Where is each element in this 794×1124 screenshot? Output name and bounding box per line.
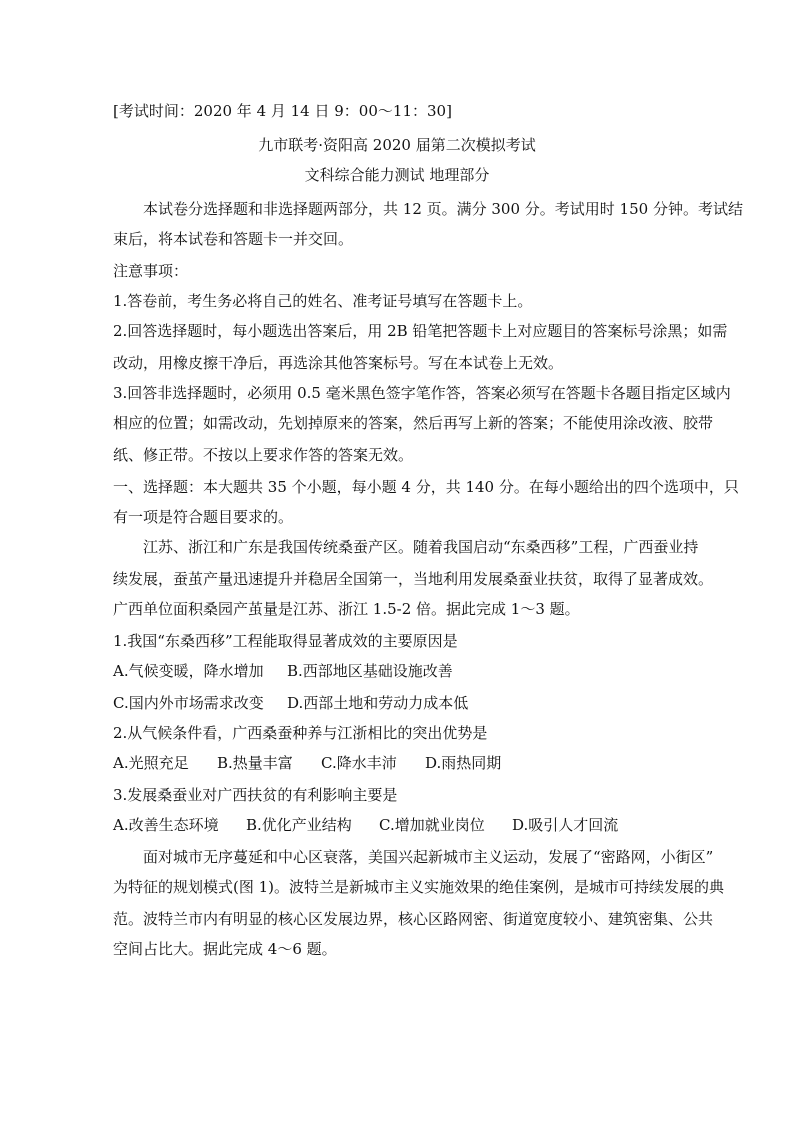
question-3-option-b: B.优化产业结构 (246, 816, 352, 834)
question-2-options (113, 753, 501, 773)
section-1-line-1: 一、选择题：本大题共 35 个小题，每小题 4 分，共 140 分。在每小题给出的四个选项中，只 (113, 478, 739, 496)
question-2-option-c: C.降水丰沛 (321, 754, 397, 772)
question-1-options-row-1 (113, 661, 453, 681)
notice-item-3-line-3: 纸、修正带。不按以上要求作答的答案无效。 (113, 446, 414, 464)
question-1-option-a: A.气候变暖，降水增加 (113, 662, 264, 680)
exam-time: [考试时间：2020 年 4 月 14 日 9：00～11：30] (113, 102, 452, 120)
notice-heading: 注意事项： (113, 262, 189, 280)
question-1-option-c: C.国内外市场需求改变 (113, 694, 264, 712)
section-1-line-2: 有一项是符合题目要求的。 (113, 508, 294, 526)
intro-line-2: 束后，将本试卷和答题卡一并交回。 (113, 230, 354, 248)
question-1-option-b: B.西部地区基础设施改善 (287, 662, 453, 680)
question-1-options-row-2 (113, 693, 468, 713)
passage-2-line-1: 面对城市无序蔓延和中心区衰落，美国兴起新城市主义运动，发展了“密路网，小街区” (143, 848, 714, 866)
question-2-option-d: D.雨热同期 (425, 754, 502, 772)
question-2-option-a: A.光照充足 (113, 754, 189, 772)
notice-item-3-line-2: 相应的位置；如需改动，先划掉原来的答案，然后再写上新的答案；不能使用涂改液、胶带 (113, 414, 714, 432)
question-3-option-d: D.吸引人才回流 (512, 816, 619, 834)
question-3-option-c: C.增加就业岗位 (379, 816, 485, 834)
question-3-stem: 3.发展桑蚕业对广西扶贫的有利影响主要是 (113, 786, 398, 804)
notice-item-3-line-1: 3.回答非选择题时，必须用 0.5 毫米黑色签字笔作答，答案必须写在答题卡各题目指定区域内 (113, 384, 731, 402)
passage-1-line-1: 江苏、浙江和广东是我国传统桑蚕产区。随着我国启动“东桑西移”工程，广西蚕业持 (143, 538, 699, 556)
notice-item-1: 1.答卷前，考生务必将自己的姓名、准考证号填写在答题卡上。 (113, 292, 533, 310)
notice-item-2-line-2: 改动，用橡皮擦干净后，再选涂其他答案标号。写在本试卷上无效。 (113, 354, 564, 372)
intro-line-1: 本试卷分选择题和非选择题两部分，共 12 页。满分 300 分。考试用时 150 分钟。考试结 (143, 200, 743, 218)
passage-2-line-3: 范。波特兰市内有明显的核心区发展边界，核心区路网密、街道宽度较小、建筑密集、公共 (113, 910, 714, 928)
question-1-stem: 1.我国“东桑西移”工程能取得显著成效的主要原因是 (113, 632, 458, 650)
question-3-options (113, 815, 618, 835)
question-1-option-d: D.西部土地和劳动力成本低 (287, 694, 469, 712)
question-2-stem: 2.从气候条件看，广西桑蚕种养与江浙相比的突出优势是 (113, 724, 488, 742)
exam-subtitle: 文科综合能力测试 地理部分 (304, 166, 490, 184)
passage-1-line-3: 广西单位面积桑园产茧量是江苏、浙江 1.5-2 倍。据此完成 1～3 题。 (113, 600, 580, 618)
passage-2-line-4: 空间占比大。据此完成 4～6 题。 (113, 940, 337, 958)
question-3-option-a: A.改善生态环境 (113, 816, 219, 834)
passage-2-line-2: 为特征的规划模式(图 1)。波特兰是新城市主义实施效果的绝佳案例，是城市可持续发展的典 (113, 878, 725, 896)
notice-item-2-line-1: 2.回答选择题时，每小题选出答案后，用 2B 铅笔把答题卡上对应题目的答案标号涂黑；如需 (113, 322, 728, 340)
question-2-option-b: B.热量丰富 (217, 754, 293, 772)
exam-title: 九市联考·资阳高 2020 届第二次模拟考试 (258, 136, 536, 154)
passage-1-line-2: 续发展，蚕茧产量迅速提升并稳居全国第一，当地利用发展桑蚕业扶贫，取得了显著成效。 (113, 570, 714, 588)
